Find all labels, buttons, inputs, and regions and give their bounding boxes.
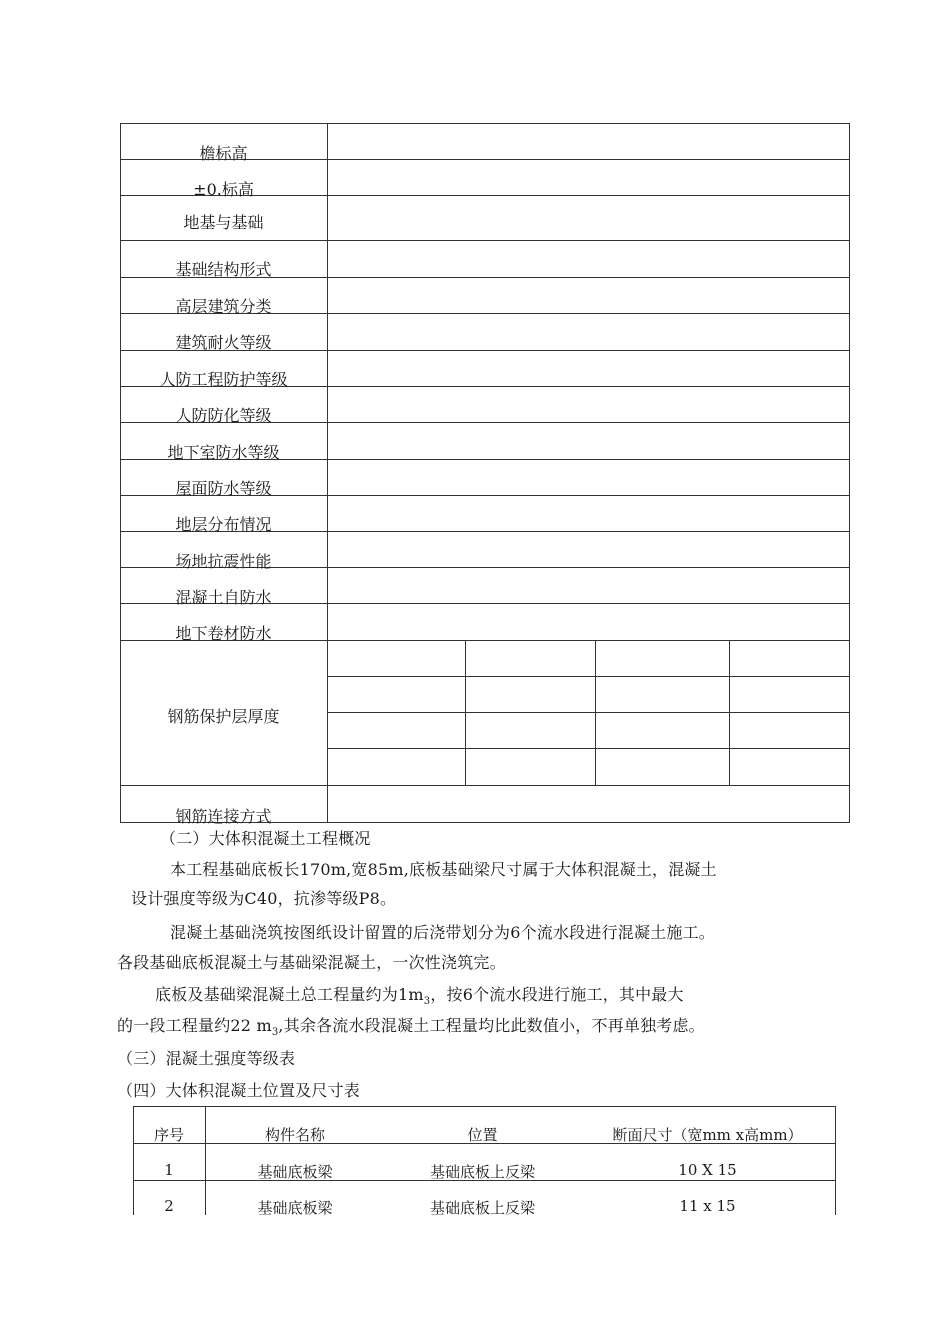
table-row-2-section-size: 11 x 15	[679, 1197, 736, 1215]
table-row-1-component: 基础底板梁	[257, 1163, 333, 1181]
table-row-1-index: 1	[164, 1161, 174, 1179]
paragraph-3-line-2: 的一段工程量约22 $m_3$,其余各流水段混凝土工程量均比此数值小，不再单独考虑。	[117, 1016, 705, 1039]
table-row-2-location: 基础底板上反梁	[429, 1199, 535, 1217]
paragraph-1-line-2: 设计强度等级为C40，抗渗等级P8。	[131, 889, 397, 908]
row-label-foundation: 地基与基础	[183, 213, 264, 232]
size-table-header-section-size: 断面尺寸（宽mm x高mm）	[612, 1126, 803, 1144]
paragraph-1-line-1: 本工程基础底板长170m,宽85m,底板基础梁尺寸属于大体积混凝土，混凝土	[170, 860, 717, 879]
row-label-fire-rating: 建筑耐火等级	[175, 333, 272, 352]
paragraph-2-line-1: 混凝土基础浇筑按图纸设计留置的后浇带划分为6个流水段进行混凝土施工。	[170, 923, 715, 942]
row-label-membrane-waterproof: 地下卷材防水	[175, 624, 272, 643]
table-row-2-component: 基础底板梁	[257, 1199, 333, 1217]
section-4-heading: （四）大体积混凝土位置及尺寸表	[117, 1081, 361, 1100]
size-table-header-component: 构件名称	[264, 1126, 325, 1144]
row-label-rebar-cover: 钢筋保护层厚度	[167, 707, 280, 726]
paragraph-3-line-1: 底板及基础梁混凝土总工程量约为$1m_3$，按6个流水段进行施工，其中最大	[155, 985, 684, 1008]
row-label-eave-height: 檐标高	[199, 144, 248, 163]
row-label-rebar-connection: 钢筋连接方式	[175, 807, 272, 826]
size-table-header-index: 序号	[153, 1126, 184, 1144]
row-label-civil-defense-protection: 人防工程防护等级	[159, 370, 288, 389]
row-label-roof-waterproof: 屋面防水等级	[175, 479, 272, 498]
section-3-heading: （三）混凝土强度等级表	[117, 1049, 296, 1068]
row-label-high-rise-class: 高层建筑分类	[175, 297, 272, 316]
table-row-1-section-size: 10 X 15	[678, 1161, 737, 1179]
row-label-concrete-self-waterproof: 混凝土自防水	[175, 588, 272, 607]
row-label-zero-elevation: ±0.标高	[193, 180, 254, 199]
size-table-header-location: 位置	[467, 1126, 498, 1144]
row-label-basement-waterproof: 地下室防水等级	[167, 443, 280, 462]
row-label-foundation-structure: 基础结构形式	[175, 260, 272, 279]
section-2-heading: （二）大体积混凝土工程概况	[160, 829, 371, 848]
table-row-2-index: 2	[164, 1197, 174, 1215]
table-row-1-location: 基础底板上反梁	[429, 1163, 535, 1181]
row-label-stratum: 地层分布情况	[175, 515, 272, 534]
row-label-civil-defense-chemical: 人防防化等级	[175, 406, 272, 425]
row-label-seismic: 场地抗震性能	[175, 552, 272, 571]
paragraph-2-line-2: 各段基础底板混凝土与基础梁混凝土，一次性浇筑完。	[117, 953, 506, 972]
